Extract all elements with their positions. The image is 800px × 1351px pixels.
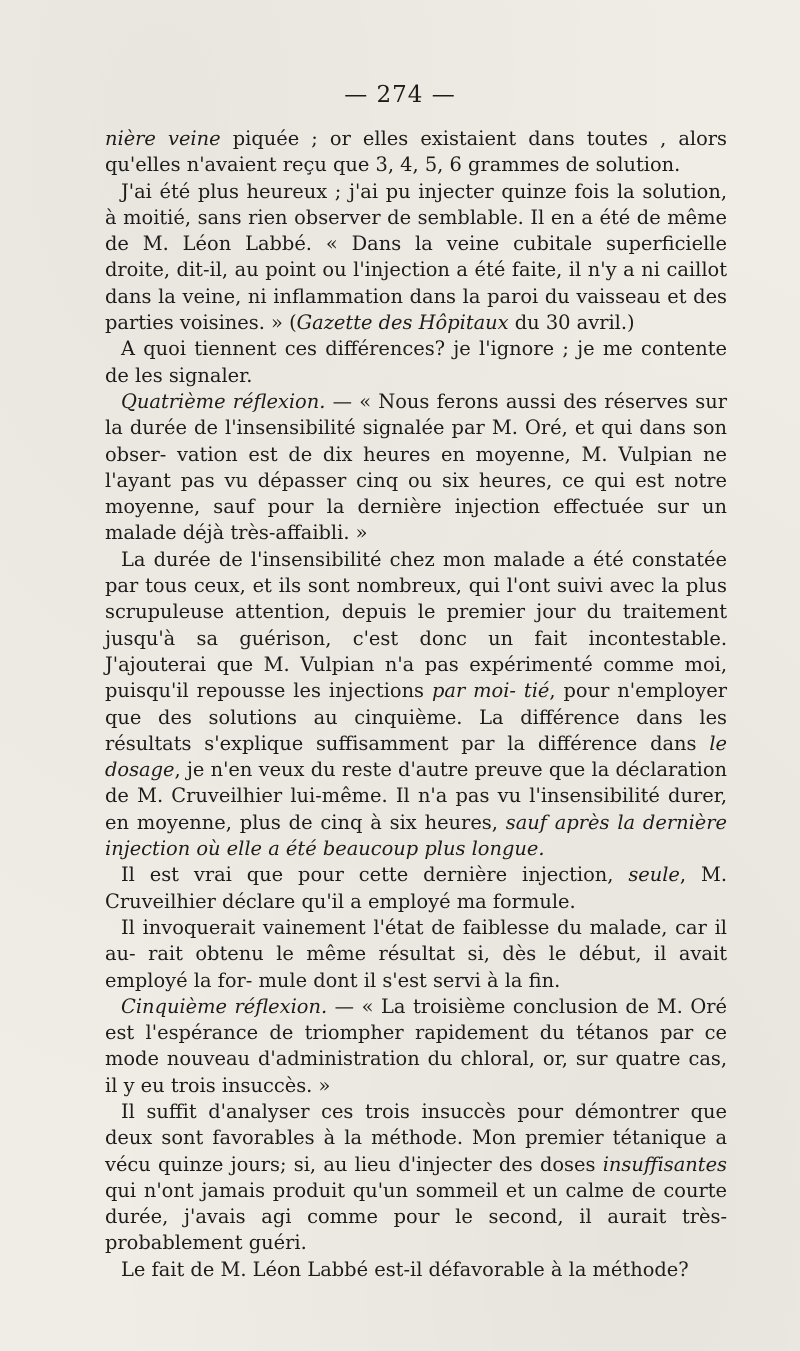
italic-text: Cinquième réflexion. bbox=[121, 994, 328, 1018]
paragraph bbox=[105, 126, 727, 179]
text-run: , je n'en veux du reste d'autre preuve que la déclaration de M. Cruveilhier lui-même. Il n'a pas vu l'insensibilité durer, en moyenne, plus de cinq à six heures, bbox=[105, 758, 727, 834]
text-run: qui n'ont jamais produit qu'un sommeil et un calme de courte durée, j'avais agi comme pour le second, il aurait très-probablement guéri. bbox=[105, 1178, 727, 1255]
text-run: Le fait de M. Léon Labbé est-il défavorable à la méthode? bbox=[121, 1257, 689, 1281]
italic-text: Quatrième réflexion. bbox=[121, 389, 326, 413]
italic-text: seule bbox=[628, 863, 680, 887]
text-run: Il invoquerait vainement l'état de faiblesse du malade, car il au- rait obtenu le même résultat si, dès le début, il avait employé la for- mule dont il s'est servi à la fin. bbox=[105, 915, 727, 992]
paragraph bbox=[105, 389, 727, 547]
italic-text: insuffisantes bbox=[602, 1152, 727, 1176]
paragraph bbox=[105, 336, 727, 389]
text-run: , M. Cruveilhier déclare qu'il a employé ma formule. bbox=[105, 863, 727, 913]
paragraph bbox=[105, 862, 727, 915]
italic-text: sauf après la dernière injection où elle a été beaucoup plus longue. bbox=[105, 810, 727, 861]
italic-text: nière veine bbox=[105, 127, 221, 150]
paragraph bbox=[105, 179, 727, 337]
text-run: du 30 avril.) bbox=[508, 311, 635, 335]
text-run: A quoi tiennent ces différences? je l'ignore ; je me contente de les signaler. bbox=[105, 337, 727, 387]
paragraph bbox=[105, 994, 727, 1099]
paragraph bbox=[105, 547, 727, 863]
paragraph bbox=[105, 1099, 727, 1257]
paragraph bbox=[105, 915, 727, 994]
text-run: Il suffit d'analyser ces trois insuccès pour démontrer que deux sont favorables à la méthode. Mon premier tétanique a vécu quinze jours; si, au lieu d'injecter des doses bbox=[105, 1099, 727, 1176]
text-run: — « Nous ferons aussi des réserves sur la durée de l'insensibilité signalée par M. Oré, et qui dans son obser- vation est de dix heures en moyenne, M. Vulpian ne l'ayant pas vu dépasser cinq ou six heures, ce qui est notre moyenne, sauf pour la dernière injection effectuée sur un malade déjà très-affaibli. » bbox=[105, 389, 728, 545]
italic-text: Gazette des Hôpitaux bbox=[296, 311, 509, 335]
italic-text: par moi- tié bbox=[431, 679, 550, 703]
text-run: La durée de l'insensibilité chez mon malade a été constatée par tous ceux, et ils sont nombreux, qui l'ont suivi avec la plus scrupuleuse attention, depuis le premier jour du traitement jusqu'à sa guérison, c'est donc un fait incontestable. J'ajouterai que M. Vulpian n'a pas expérimenté comme moi, puisqu'il repousse les injections bbox=[105, 547, 727, 703]
paragraph bbox=[105, 1257, 727, 1283]
italic-text: le dosage bbox=[105, 731, 727, 782]
text-run: Il est vrai que pour cette dernière injection, bbox=[121, 863, 629, 887]
page-number: — 274 — bbox=[344, 82, 456, 108]
text-run: piquée ; or elles existaient dans toutes , alors qu'elles n'avaient reçu que 3, 4, 5, 6 grammes de solution. bbox=[105, 127, 727, 177]
text-run: — « La troisième conclusion de M. Oré est l'espérance de triompher rapidement du tétanos par ce mode nouveau d'administration du chloral, or, sur quatre cas, il y eu trois insuccès. » bbox=[105, 994, 727, 1097]
text-run: J'ai été plus heureux ; j'ai pu injecter quinze fois la solution, à moitié, sans rien observer de semblable. Il en a été de même de M. Léon Labbé. « Dans la veine cubitale superficielle droite, dit-il, au point ou l'injection a été faite, il n'y a ni caillot dans la veine, ni inflammation dans la paroi du vaisseau et des parties voisines. » ( bbox=[105, 179, 727, 335]
body-text bbox=[105, 126, 727, 1283]
text-run: , pour n'employer que des solutions au cinquième. La différence dans les résultats s'explique suffisamment par la différence dans bbox=[105, 679, 727, 755]
